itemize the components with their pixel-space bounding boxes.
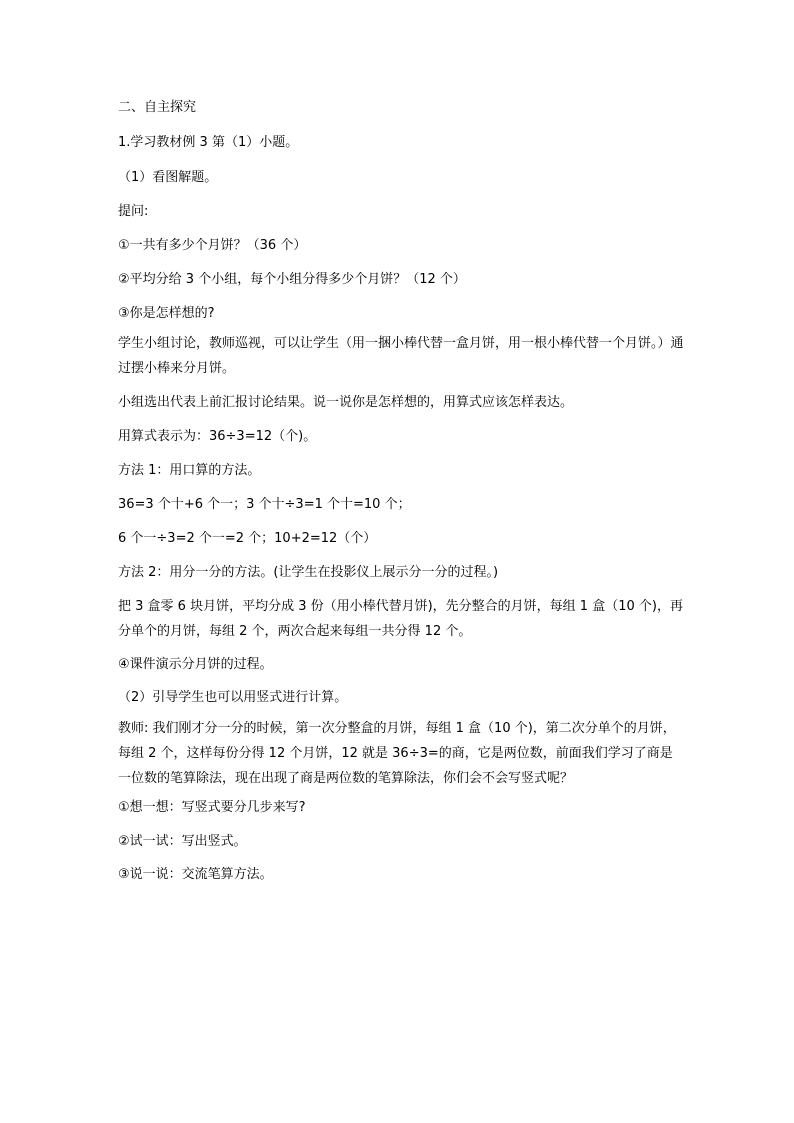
- paragraph-teacher-explanation: 教师: 我们刚才分一分的时候，第一次分整盒的月饼，每组 1 盒（10 个)，第二次分单个的月饼，每组 2 个，这样每份分得 12 个月饼，12 就是 36÷3=的商，它是两位数，前面我们学习了商是一位数的笔算除法，现在出现了商是两位数的笔算除法，你们会不会写竖式呢？: [118, 721, 676, 786]
- paragraph-method-1-step-1: 36=3 个十+6 个一；3 个十÷3=1 个十=10 个；: [118, 497, 411, 512]
- paragraph-question-1: ①一共有多少个月饼？（36 个）: [118, 238, 307, 253]
- paragraph-try: ②试一试：写出竖式。: [118, 834, 247, 849]
- paragraph-study-example: 1.学习教材例 3 第（1）小题。: [118, 135, 299, 150]
- paragraph-vertical-calculation: （2）引导学生也可以用竖式进行计算。: [118, 690, 348, 705]
- paragraph-question-label: 提问:: [118, 204, 149, 219]
- paragraph-think: ①想一想：写竖式要分几步来写?: [118, 800, 306, 815]
- section-title: 二、自主探究: [118, 100, 197, 115]
- paragraph-read-picture: （1）看图解题。: [118, 170, 218, 185]
- paragraph-courseware-demo: ④课件演示分月饼的过程。: [118, 657, 273, 672]
- paragraph-question-3: ③你是怎样想的?: [118, 306, 215, 321]
- paragraph-method-2: 方法 2：用分一分的方法。(让学生在投影仪上展示分一分的过程。): [118, 565, 499, 580]
- paragraph-method-1: 方法 1：用口算的方法。: [118, 463, 261, 478]
- paragraph-question-2: ②平均分给 3 个小组，每个小组分得多少个月饼？（12 个）: [118, 272, 466, 287]
- paragraph-report-results: 小组选出代表上前汇报讨论结果。说一说你是怎样想的，用算式应该怎样表达。: [118, 395, 574, 410]
- paragraph-say: ③说一说：交流笔算方法。: [118, 867, 273, 882]
- paragraph-method-1-step-2: 6 个一÷3=2 个一=2 个；10+2=12（个）: [118, 531, 377, 546]
- paragraph-group-discussion: 学生小组讨论，教师巡视，可以让学生（用一捆小棒代替一盒月饼，用一根小棒代替一个月饼。）通过摆小棒来分月饼。: [118, 336, 684, 376]
- paragraph-formula: 用算式表示为：36÷3=12（个)。: [118, 429, 317, 444]
- paragraph-method-2-detail: 把 3 盒零 6 块月饼，平均分成 3 份（用小棒代替月饼)，先分整合的月饼，每组 1 盒（10 个)，再分单个的月饼，每组 2 个，两次合起来每组一共分得 12 个。: [118, 599, 683, 639]
